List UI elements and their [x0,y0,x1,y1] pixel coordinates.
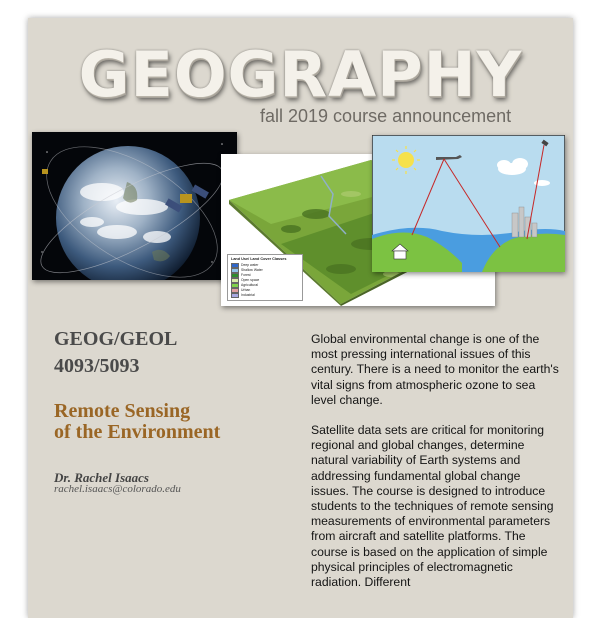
poster-title: GEOGRAPHY [78,38,523,111]
legend-label: Shallow Water [241,267,263,272]
instructor-name: Dr. Rachel Isaacs [54,470,149,485]
legend-label: Forest [241,272,251,277]
legend-label: Urban [241,287,251,292]
earth-satellite-image [32,132,237,280]
legend-label: Deep water [241,262,259,267]
legend-label: Open space [241,277,260,282]
earth-globe-illustration [32,132,237,280]
legend-label: Agricultural [241,282,258,287]
course-code-line-1: GEOG/GEOL [54,328,178,350]
course-poster [28,18,573,618]
map-legend-title: Land Use/ Land Cover Classes [231,257,287,261]
map-legend [227,254,303,301]
remote-sensing-diagram [372,135,565,272]
course-title-line-2: of the Environment [54,421,221,443]
course-description [311,332,559,605]
course-code-line-2: 4093/5093 [54,355,140,377]
map-legend-item [231,293,299,298]
instructor-email[interactable]: rachel.isaacs@colorado.edu [54,483,181,495]
description-paragraph-2: Satellite data sets are critical for monitoring regional and global changes, determine natural variability of Earth systems and addressing fundamental global change issues. The course is designed to introduce students to the techniques of remote sensing measurements of environmental parameters from aircraft and satellite platforms. The course is based on the application of simple physical principles of electromagnetic radiation. Different [311,423,554,590]
course-title [54,401,274,443]
aircraft-satellite-diagram [372,135,565,272]
description-paragraph-1: Global environmental change is one of the most pressing international issues of this century. There is a need to monitor the earth's vital signs from atmospheric ozone to sea level change. [311,332,559,407]
poster-subtitle: fall 2019 course announcement [260,106,512,126]
course-title-line-1: Remote Sensing [54,400,191,422]
legend-label: Industrial [241,292,255,297]
course-code [54,326,254,380]
legend-swatch [231,293,239,298]
